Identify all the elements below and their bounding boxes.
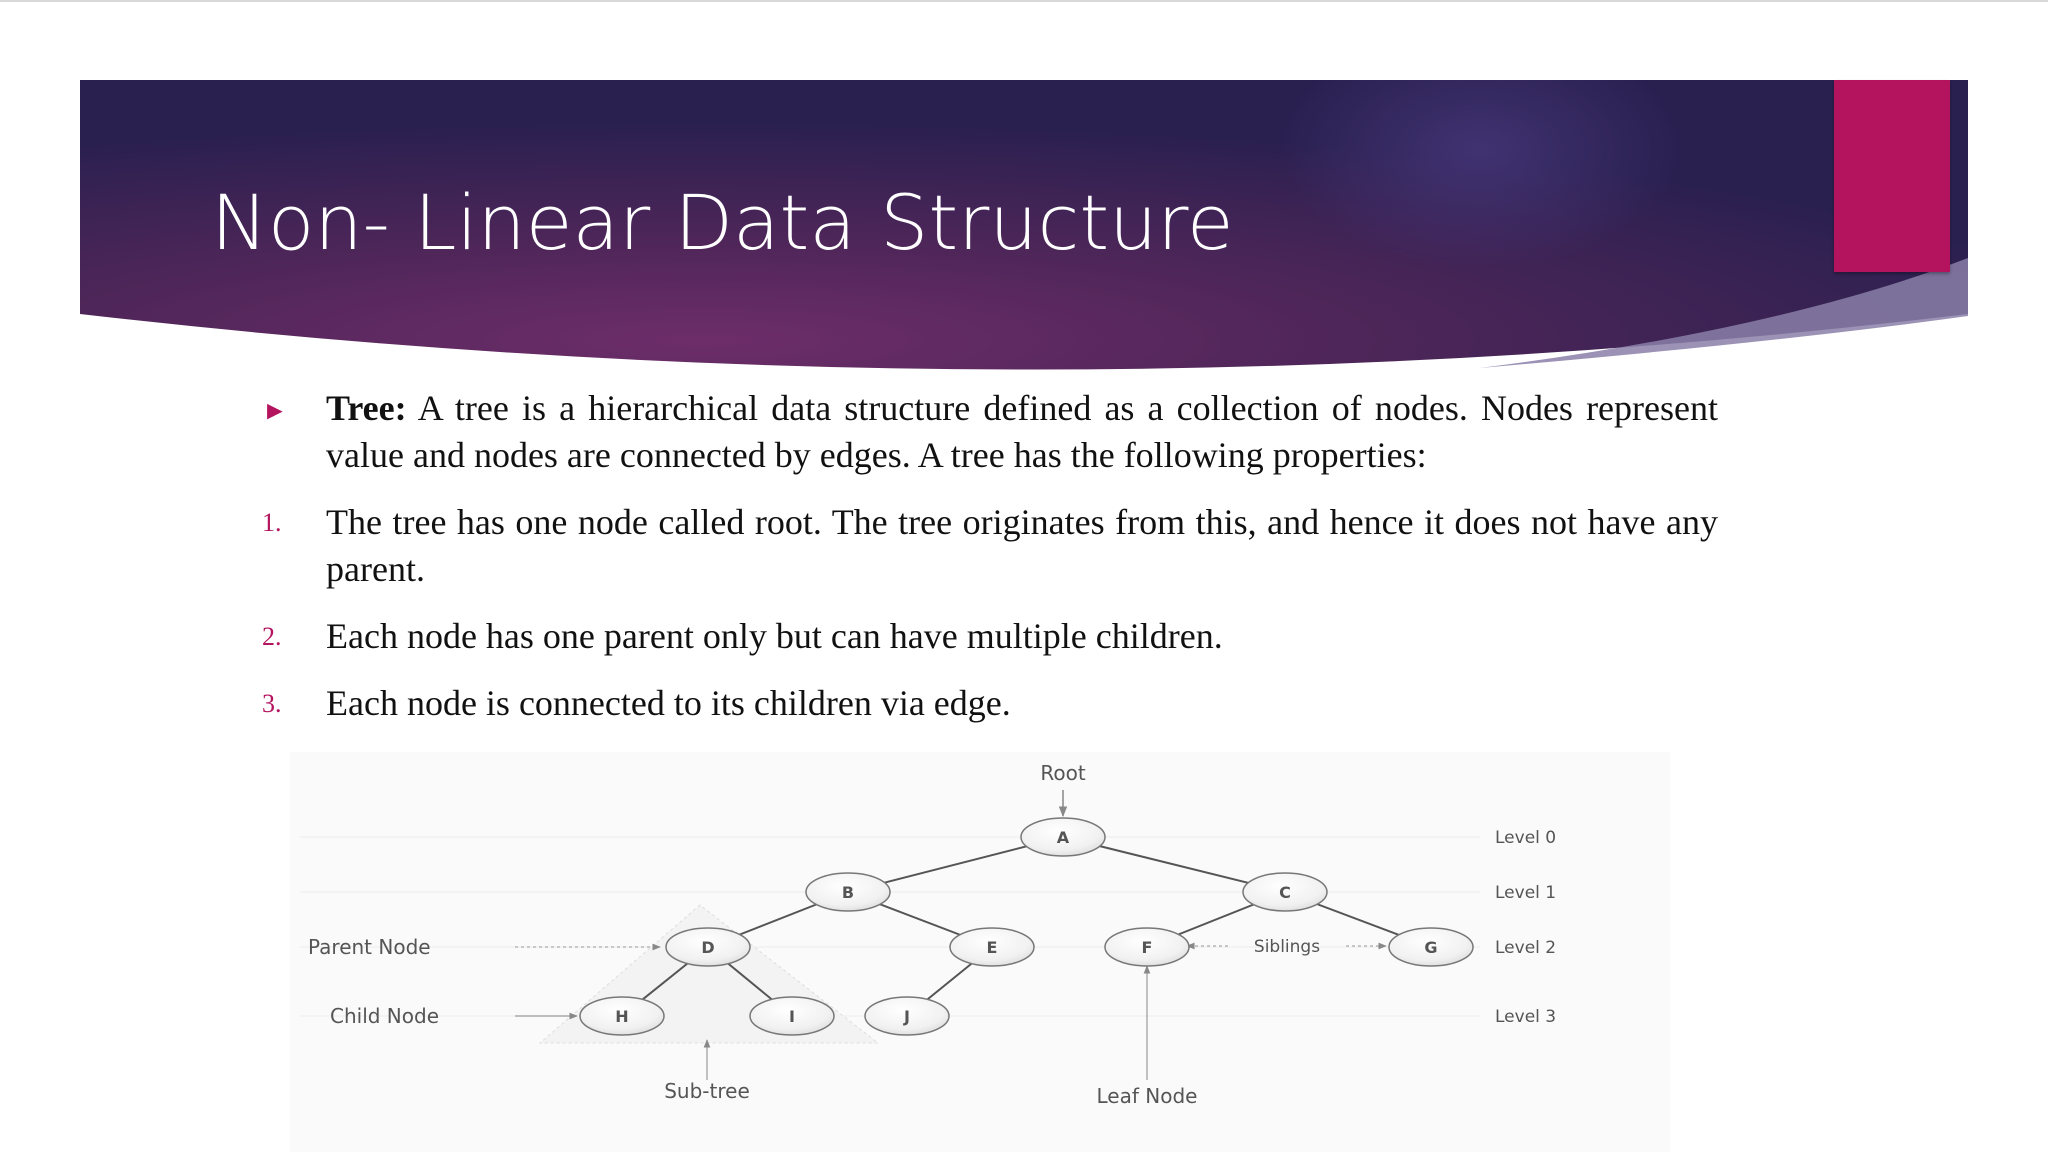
list-number: 1. <box>262 508 282 537</box>
tree-node-a <box>1021 818 1105 856</box>
list-text: Each node is connected to its children via edge. <box>326 683 1011 723</box>
list-number: 3. <box>262 689 282 718</box>
node-label: J <box>904 1007 910 1026</box>
list-item <box>262 613 1718 660</box>
bullet-tree <box>262 385 1718 479</box>
list-text: The tree has one node called root. The tree originates from this, and hence it does not have any parent. <box>326 502 1718 589</box>
node-label: B <box>841 883 855 902</box>
content-area <box>262 385 1718 727</box>
level-label: Level 1 <box>1495 883 1557 903</box>
node-label: F <box>1141 938 1153 957</box>
tree-node-f <box>1105 928 1189 966</box>
top-border <box>0 0 2048 2</box>
tree-node-j <box>865 997 949 1035</box>
level-label: Level 2 <box>1495 938 1557 958</box>
list-item <box>262 499 1718 593</box>
root-label: Root <box>1040 761 1086 785</box>
node-label: I <box>789 1007 795 1026</box>
bullet-term: Tree: <box>326 388 407 428</box>
tree-node-e <box>950 928 1034 966</box>
triangle-bullet-icon: ► <box>262 396 288 425</box>
siblings-label: Siblings <box>1253 937 1321 957</box>
list-text: Each node has one parent only but can have multiple children. <box>326 616 1223 656</box>
leaf-node-label: Leaf Node <box>1096 1084 1198 1108</box>
tree-node-b <box>806 873 890 911</box>
tree-node-d <box>666 928 750 966</box>
tree-node-h <box>580 997 664 1035</box>
list-number: 2. <box>262 622 282 651</box>
level-label: Level 3 <box>1495 1007 1557 1027</box>
node-label: C <box>1279 883 1291 902</box>
bullet-text: A tree is a hierarchical data structure defined as a collection of nodes. Nodes represent value and nodes are connected by edges. A tree has the following properties: <box>326 388 1718 475</box>
tree-node-i <box>750 997 834 1035</box>
level-label: Level 0 <box>1495 828 1557 848</box>
tree-node-c <box>1243 873 1327 911</box>
node-label: D <box>701 938 715 957</box>
node-label: G <box>1424 938 1438 957</box>
tree-diagram <box>0 740 2048 1152</box>
subtree-label: Sub-tree <box>664 1079 750 1103</box>
slide-title: Non- Linear Data Structure <box>211 178 1234 267</box>
tree-node-g <box>1389 928 1473 966</box>
accent-bar <box>1834 80 1950 272</box>
node-label: E <box>986 938 998 957</box>
parent-node-label: Parent Node <box>308 935 431 959</box>
child-node-label: Child Node <box>330 1004 440 1028</box>
node-label: H <box>615 1007 629 1026</box>
node-label: A <box>1056 828 1070 847</box>
list-item <box>262 680 1718 727</box>
